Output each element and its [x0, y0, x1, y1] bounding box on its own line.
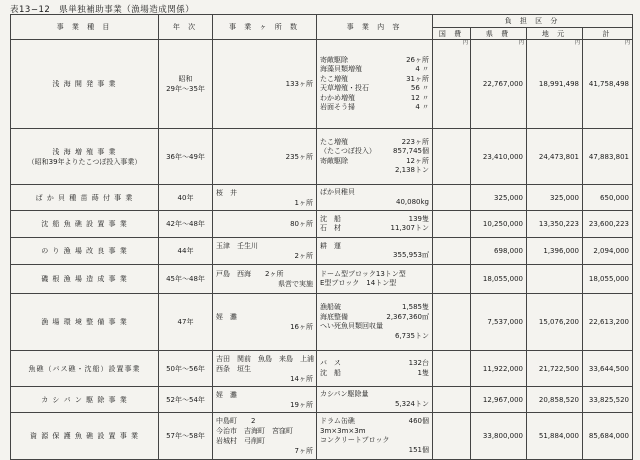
content-line — [320, 198, 429, 208]
years-text: 42年〜48年 — [166, 220, 205, 228]
content-cell — [317, 185, 433, 211]
table-row — [11, 387, 633, 413]
total-amount: 22,613,200 — [588, 318, 629, 326]
content-item: 寄敵駆除 — [320, 156, 348, 165]
table-body — [11, 40, 633, 460]
prefectural-amount-cell — [471, 185, 527, 211]
project-name-cell — [11, 238, 159, 265]
content-quantity: 12 〃 — [410, 93, 429, 102]
national-amount-cell — [433, 211, 471, 238]
content-line — [320, 400, 429, 410]
local-amount: 15,076,200 — [538, 318, 579, 326]
project-name-cell — [11, 387, 159, 413]
project-name-cell — [11, 211, 159, 238]
project-name: ば か 貝 種 苗 蒔 付 事 業 — [35, 193, 134, 202]
content-item: わかめ増殖 — [320, 93, 355, 102]
project-name-cell — [11, 129, 159, 185]
content-line — [320, 369, 429, 379]
project-name: カ シ パ ン 駆 除 事 業 — [41, 395, 128, 404]
content-cell — [317, 294, 433, 351]
content-cell — [317, 387, 433, 413]
local-amount: 20,858,520 — [538, 395, 579, 404]
content-line — [320, 157, 429, 167]
table-header — [11, 15, 633, 40]
national-amount-cell — [433, 185, 471, 211]
location-names: 西条 垣生 — [216, 364, 251, 373]
local-amount-cell — [527, 413, 583, 460]
content-quantity: 40,080kg — [396, 197, 429, 206]
prefectural-amount: 325,000 — [494, 193, 523, 202]
locations-cell — [213, 238, 317, 265]
total-amount: 23,600,223 — [588, 220, 629, 228]
years-cell — [159, 185, 213, 211]
locations-cell — [213, 387, 317, 413]
content-item: カシパン駆除量 — [320, 390, 369, 398]
content-line — [320, 359, 429, 369]
content-quantity: 31ヶ所 — [406, 74, 429, 83]
table-row — [11, 265, 633, 294]
location-names: 吉田 関前 魚島 来島 上浦 — [216, 354, 314, 363]
years-text: 45年〜48年 — [166, 275, 205, 283]
content-cell — [317, 238, 433, 265]
table-caption: 表13−12 県単独補助事業（漁場造成関係） — [10, 5, 195, 15]
years-cell — [159, 294, 213, 351]
prefectural-amount: 698,000 — [494, 247, 523, 255]
content-line — [320, 84, 429, 94]
location-count: 19ヶ所 — [290, 400, 313, 409]
local-amount-cell — [527, 40, 583, 129]
local-amount-cell — [527, 351, 583, 387]
local-amount: 1,396,000 — [543, 247, 579, 255]
content-line — [320, 224, 429, 234]
project-subtitle: （昭和39年よりたこつぼ投入事業） — [27, 157, 142, 166]
content-item: 3m×3m×3m — [320, 426, 366, 435]
content-quantity: 4 〃 — [415, 103, 429, 111]
project-name-cell — [11, 265, 159, 294]
total-amount-cell — [583, 351, 633, 387]
content-quantity: 223ヶ所 — [401, 137, 429, 146]
project-name: 浅 海 増 殖 事 業 — [52, 147, 117, 156]
subsidy-table — [10, 14, 633, 460]
national-amount-cell — [433, 238, 471, 265]
national-amount-cell — [433, 40, 471, 129]
content-item: 海底整備 — [320, 312, 348, 321]
total-amount: 650,000 — [600, 193, 629, 202]
local-amount: 13,350,223 — [538, 220, 579, 228]
total-amount: 2,094,000 — [593, 247, 629, 255]
content-line — [320, 313, 429, 323]
content-line — [320, 147, 429, 157]
local-amount-cell — [527, 129, 583, 185]
content-item: 沈 船 — [320, 214, 341, 223]
years-text: 50年〜56年 — [166, 364, 205, 373]
content-item: バ ス — [320, 359, 341, 367]
content-quantity: 2,138トン — [394, 166, 429, 174]
prefectural-amount-cell — [471, 265, 527, 294]
local-amount: 24,473,801 — [538, 152, 579, 161]
location-names: 桜 井 — [216, 188, 237, 197]
location-count: 235ヶ所 — [285, 152, 313, 161]
content-line — [320, 94, 429, 104]
local-amount: 325,000 — [550, 193, 579, 202]
content-line — [320, 251, 429, 261]
total-amount: 41,758,498 — [588, 80, 629, 88]
years-cell — [159, 413, 213, 460]
total-amount-cell — [583, 294, 633, 351]
prefectural-amount-cell — [471, 413, 527, 460]
content-quantity: 355,953㎡ — [393, 251, 429, 259]
content-cell — [317, 40, 433, 129]
locations-cell — [213, 351, 317, 387]
content-quantity: 26ヶ所 — [406, 55, 429, 64]
local-amount-cell — [527, 185, 583, 211]
prefectural-amount: 10,250,000 — [482, 220, 523, 228]
content-line — [320, 390, 429, 400]
prefectural-amount-cell — [471, 129, 527, 185]
local-amount-cell — [527, 238, 583, 265]
table-row — [11, 351, 633, 387]
content-quantity: 2,367,360㎡ — [386, 312, 429, 321]
location-names: 今治市 吉海町 宮窪町 — [216, 427, 293, 435]
content-item: へい死魚貝類回収量 — [320, 322, 383, 330]
content-line — [320, 138, 429, 148]
content-item: 海藻貝類増殖 — [320, 65, 362, 73]
years-text: 57年〜58年 — [166, 432, 205, 440]
national-amount-cell — [433, 387, 471, 413]
content-item: 漁船破 — [320, 303, 341, 311]
locations-cell — [213, 294, 317, 351]
locations-cell — [213, 211, 317, 238]
content-quantity: 132台 — [408, 359, 429, 367]
header-total: 計 — [583, 28, 633, 40]
prefectural-amount: 12,967,000 — [482, 395, 523, 404]
content-line — [320, 75, 429, 85]
prefectural-amount-cell — [471, 294, 527, 351]
national-amount-cell — [433, 129, 471, 185]
content-cell — [317, 265, 433, 294]
local-amount: 51,884,000 — [538, 432, 579, 440]
content-line — [320, 436, 429, 446]
content-line — [320, 279, 429, 289]
years-cell — [159, 265, 213, 294]
content-line — [320, 270, 429, 280]
prefectural-amount-cell — [471, 387, 527, 413]
table-row — [11, 413, 633, 460]
content-item: 岩面そう掃 — [320, 103, 355, 111]
table-row — [11, 238, 633, 265]
table-row — [11, 294, 633, 351]
prefectural-amount: 33,800,000 — [482, 432, 523, 440]
location-names: 戸島 西海 2ヶ所 — [216, 270, 284, 278]
total-amount: 33,825,520 — [588, 395, 629, 404]
prefectural-amount-cell — [471, 351, 527, 387]
header-burden: 負 担 区 分 — [433, 15, 633, 28]
years-text: 44年 — [177, 247, 194, 255]
content-line — [320, 166, 429, 176]
years-text: 52年〜54年 — [166, 395, 205, 404]
content-item: ばか貝稚貝 — [320, 188, 355, 196]
location-count: 2ヶ所 — [294, 252, 313, 260]
content-quantity: 11,307トン — [390, 224, 429, 232]
project-name: の り 漁 場 改 良 事 業 — [41, 247, 128, 255]
header-content: 事 業 内 容 — [317, 15, 433, 40]
years-cell — [159, 129, 213, 185]
project-name: 浅 海 開 発 事 業 — [52, 80, 117, 88]
content-line — [320, 427, 429, 437]
header-years: 年 次 — [159, 15, 213, 40]
locations-cell — [213, 413, 317, 460]
local-amount-cell — [527, 387, 583, 413]
content-line — [320, 215, 429, 225]
content-line — [320, 417, 429, 427]
location-count: 133ヶ所 — [285, 80, 313, 88]
location-names: 玉津 壬生川 — [216, 242, 258, 250]
years-cell — [159, 211, 213, 238]
location-count: 16ヶ所 — [290, 323, 313, 331]
content-quantity: 151個 — [408, 445, 429, 454]
project-name: 資 源 保 護 魚 礁 設 置 事 業 — [29, 432, 140, 440]
years-cell — [159, 387, 213, 413]
total-amount: 47,883,801 — [588, 152, 629, 161]
prefectural-amount-cell — [471, 40, 527, 129]
national-amount-cell — [433, 413, 471, 460]
locations-cell — [213, 185, 317, 211]
location-names: 岩城村 弓削町 — [216, 437, 265, 445]
local-amount-cell — [527, 265, 583, 294]
total-amount: 18,055,000 — [588, 275, 629, 283]
unit-label: 円 — [462, 40, 468, 46]
content-quantity: 6,735トン — [394, 331, 429, 340]
prefectural-amount: 22,767,000 — [482, 80, 523, 88]
prefectural-amount-cell — [471, 211, 527, 238]
header-project: 事 業 種 目 — [11, 15, 159, 40]
header-locations: 事 業 ヶ 所 数 — [213, 15, 317, 40]
national-amount-cell — [433, 351, 471, 387]
project-name: 沈 船 魚 礁 設 置 事 業 — [41, 220, 128, 228]
content-cell — [317, 351, 433, 387]
content-quantity: 857,745個 — [393, 147, 429, 155]
content-item: 寄敵駆除 — [320, 55, 348, 64]
content-line — [320, 446, 429, 456]
location-count: 80ヶ所 — [290, 220, 313, 228]
content-item: コンクリートブロック — [320, 436, 390, 444]
location-names: 婬 灘 — [216, 390, 237, 399]
location-count: 県営で実施 — [278, 280, 313, 288]
location-names: 婬 灘 — [216, 313, 237, 321]
years-cell — [159, 351, 213, 387]
years-text: 29年〜35年 — [166, 85, 205, 93]
project-name-cell — [11, 413, 159, 460]
location-count: 14ヶ所 — [290, 374, 313, 383]
content-line — [320, 242, 429, 252]
content-quantity: 1隻 — [417, 368, 429, 377]
header-national: 国 費 — [433, 28, 471, 40]
table-row — [11, 40, 633, 129]
content-quantity: 460個 — [408, 417, 429, 425]
content-line — [320, 188, 429, 198]
prefectural-amount: 18,055,000 — [482, 275, 523, 283]
table-row — [11, 211, 633, 238]
total-amount-cell — [583, 40, 633, 129]
content-cell — [317, 211, 433, 238]
content-quantity: 56 〃 — [410, 84, 429, 92]
content-line — [320, 103, 429, 113]
content-quantity: 1,585隻 — [401, 303, 429, 311]
content-item: ドラム缶礁 — [320, 417, 355, 425]
years-text: 40年 — [177, 193, 194, 202]
local-amount: 18,991,498 — [538, 80, 579, 88]
project-name-cell — [11, 351, 159, 387]
content-item: 石 材 — [320, 224, 341, 232]
content-line — [320, 303, 429, 313]
content-quantity: 5,324トン — [394, 399, 429, 408]
location-count: 7ヶ所 — [294, 447, 313, 455]
national-amount-cell — [433, 294, 471, 351]
content-quantity: 12ヶ所 — [406, 156, 429, 165]
prefectural-amount: 7,537,000 — [487, 318, 523, 326]
content-line — [320, 65, 429, 75]
project-name: 漁 場 環 境 整 備 事 業 — [41, 318, 128, 326]
unit-label: 円 — [574, 40, 580, 46]
local-amount: 21,722,500 — [538, 364, 579, 373]
locations-cell — [213, 40, 317, 129]
local-amount-cell — [527, 294, 583, 351]
years-text: 昭和 — [178, 75, 193, 83]
header-local: 地 元 — [527, 28, 583, 40]
total-amount-cell — [583, 265, 633, 294]
years-cell — [159, 40, 213, 129]
project-name: 磯 根 漁 場 造 成 事 業 — [41, 275, 128, 283]
content-item: E型ブロック 14トン型 — [320, 279, 397, 287]
project-name: 魚礁（バス礁・沈船）設置事業 — [28, 364, 141, 373]
content-item: ドーム型ブロック13トン型 — [320, 269, 406, 278]
prefectural-amount-cell — [471, 238, 527, 265]
unit-label: 円 — [624, 40, 630, 46]
years-text: 36年〜49年 — [166, 152, 205, 161]
prefectural-amount: 11,922,000 — [482, 364, 523, 373]
locations-cell — [213, 265, 317, 294]
content-line — [320, 322, 429, 332]
total-amount: 33,644,500 — [588, 364, 629, 373]
locations-cell — [213, 129, 317, 185]
location-names: 中島町 2 — [216, 417, 256, 425]
project-name-cell — [11, 185, 159, 211]
years-text: 47年 — [177, 318, 194, 326]
unit-label: 円 — [518, 40, 524, 46]
content-quantity: 139隻 — [408, 214, 429, 223]
content-quantity: 4 〃 — [415, 65, 429, 73]
content-item: たこ増殖 — [320, 74, 348, 83]
content-item: 耕 運 — [320, 241, 341, 250]
local-amount-cell — [527, 211, 583, 238]
table-row — [11, 129, 633, 185]
header-prefectural: 県 費 — [471, 28, 527, 40]
total-amount-cell — [583, 238, 633, 265]
content-item: （たこつぼ投入） — [320, 147, 376, 155]
content-item: 天草増殖・投石 — [320, 84, 369, 92]
content-item: たこ増殖 — [320, 137, 348, 146]
table-row — [11, 185, 633, 211]
total-amount-cell — [583, 413, 633, 460]
total-amount-cell — [583, 387, 633, 413]
total-amount-cell — [583, 211, 633, 238]
years-cell — [159, 238, 213, 265]
total-amount-cell — [583, 185, 633, 211]
national-amount-cell — [433, 265, 471, 294]
location-count: 1ヶ所 — [294, 198, 313, 207]
content-cell — [317, 129, 433, 185]
content-line — [320, 56, 429, 66]
content-item: 沈 船 — [320, 368, 341, 377]
total-amount-cell — [583, 129, 633, 185]
content-line — [320, 332, 429, 342]
content-cell — [317, 413, 433, 460]
prefectural-amount: 23,410,000 — [482, 152, 523, 161]
total-amount: 85,684,000 — [588, 432, 629, 440]
project-name-cell — [11, 40, 159, 129]
project-name-cell — [11, 294, 159, 351]
